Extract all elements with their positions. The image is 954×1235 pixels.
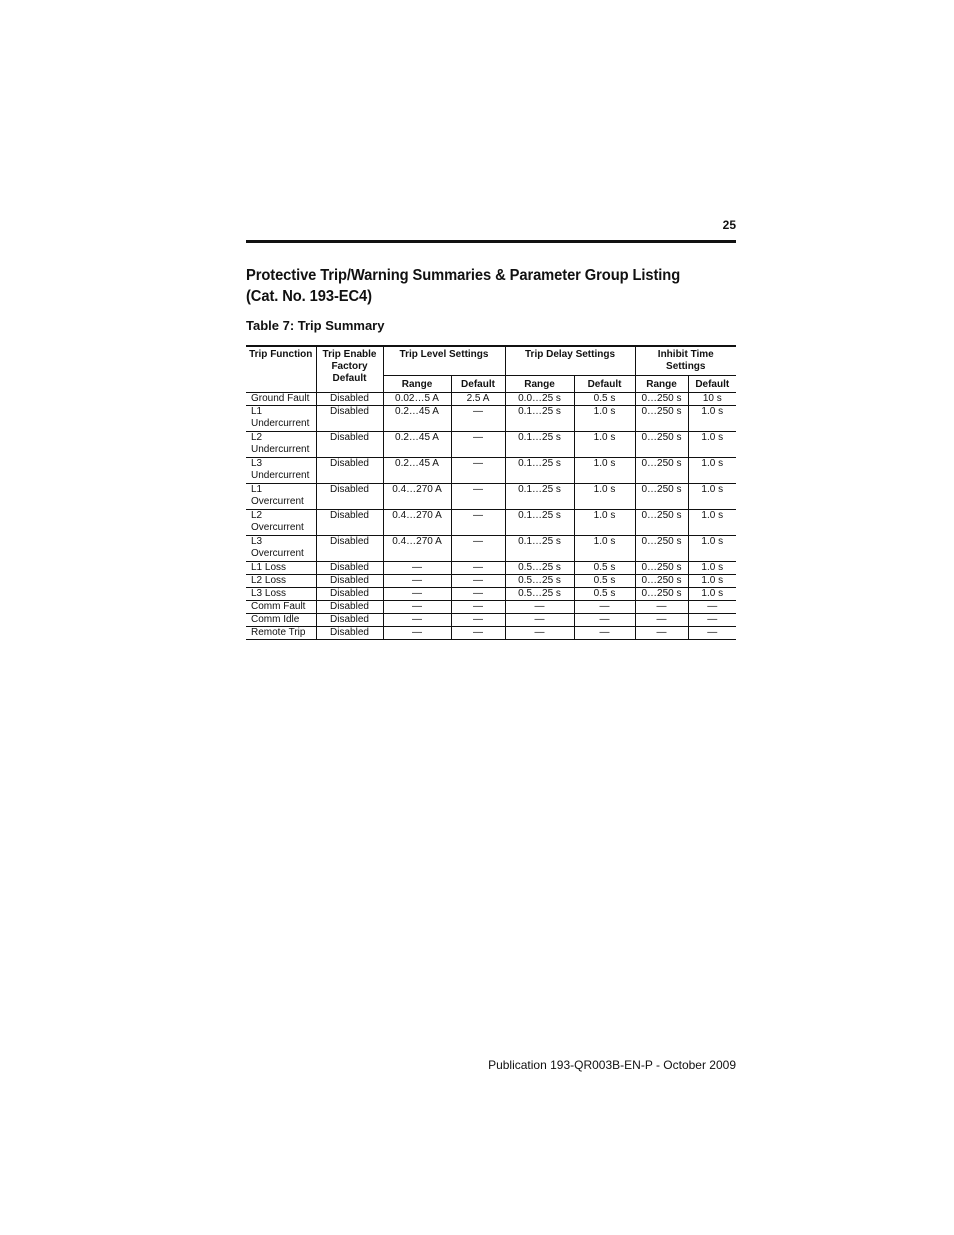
cell-delay-range: 0.5…25 s [505,562,574,575]
cell-trip-function: L2 Loss [246,575,316,588]
cell-inhibit-default: 1.0 s [688,484,736,510]
cell-inhibit-range: — [635,627,688,640]
cell-delay-range: 0.1…25 s [505,458,574,484]
cell-inhibit-range: 0…250 s [635,393,688,406]
cell-delay-default: 1.0 s [574,432,635,458]
cell-delay-default: — [574,614,635,627]
cell-inhibit-range: 0…250 s [635,588,688,601]
cell-level-default: — [451,510,505,536]
cell-level-default: — [451,432,505,458]
cell-level-default: 2.5 A [451,393,505,406]
table-row [246,484,736,510]
cell-trip-function: L1 Loss [246,562,316,575]
cell-level-default: — [451,588,505,601]
cell-inhibit-default: 1.0 s [688,406,736,432]
header-trip-delay: Trip Delay Settings [505,346,635,376]
cell-level-default: — [451,614,505,627]
table-header-row [246,346,736,376]
cell-inhibit-range: 0…250 s [635,458,688,484]
subheader-delay-range: Range [505,376,574,393]
subheader-inhibit-default: Default [688,376,736,393]
cell-trip-enable: Disabled [316,614,383,627]
cell-trip-enable: Disabled [316,432,383,458]
cell-inhibit-default: 1.0 s [688,562,736,575]
cell-delay-range: — [505,627,574,640]
cell-delay-default: 0.5 s [574,575,635,588]
table-row [246,432,736,458]
table-row [246,406,736,432]
cell-inhibit-range: 0…250 s [635,575,688,588]
header-inhibit-time: Inhibit Time Settings [635,346,736,376]
cell-level-default: — [451,601,505,614]
cell-inhibit-range: — [635,614,688,627]
cell-delay-range: 0.1…25 s [505,406,574,432]
cell-trip-function: Comm Fault [246,601,316,614]
header-trip-enable: Trip Enable Factory Default [316,346,383,393]
cell-inhibit-default: 10 s [688,393,736,406]
cell-inhibit-default: 1.0 s [688,536,736,562]
cell-trip-enable: Disabled [316,575,383,588]
cell-inhibit-range: 0…250 s [635,510,688,536]
cell-trip-enable: Disabled [316,458,383,484]
page-title-line-2: (Cat. No. 193-EC4) [246,288,372,305]
cell-level-default: — [451,627,505,640]
cell-delay-default: 1.0 s [574,484,635,510]
cell-inhibit-default: — [688,627,736,640]
cell-level-range: 0.2…45 A [383,406,451,432]
cell-level-range: — [383,601,451,614]
cell-trip-enable: Disabled [316,484,383,510]
cell-inhibit-default: 1.0 s [688,575,736,588]
cell-inhibit-default: — [688,601,736,614]
cell-inhibit-range: — [635,601,688,614]
cell-delay-default: 1.0 s [574,510,635,536]
cell-trip-enable: Disabled [316,588,383,601]
cell-level-range: 0.4…270 A [383,484,451,510]
cell-trip-enable: Disabled [316,406,383,432]
cell-inhibit-default: 1.0 s [688,510,736,536]
cell-inhibit-default: 1.0 s [688,588,736,601]
cell-level-range: 0.02…5 A [383,393,451,406]
cell-trip-function: L3 Undercurrent [246,458,316,484]
cell-level-default: — [451,536,505,562]
cell-delay-default: 0.5 s [574,588,635,601]
table-row [246,601,736,614]
header-rule [246,240,736,243]
cell-delay-range: 0.5…25 s [505,575,574,588]
cell-trip-function: L1 Overcurrent [246,484,316,510]
cell-delay-default: 1.0 s [574,406,635,432]
table-caption: Table 7: Trip Summary [246,318,385,333]
header-trip-level: Trip Level Settings [383,346,505,376]
header-trip-function: Trip Function [246,346,316,393]
cell-trip-function: Remote Trip [246,627,316,640]
table-row [246,510,736,536]
cell-level-default: — [451,575,505,588]
cell-delay-range: 0.1…25 s [505,510,574,536]
cell-trip-enable: Disabled [316,510,383,536]
cell-trip-enable: Disabled [316,601,383,614]
cell-delay-range: 0.0…25 s [505,393,574,406]
cell-inhibit-range: 0…250 s [635,406,688,432]
cell-delay-range: 0.1…25 s [505,432,574,458]
cell-delay-default: 1.0 s [574,458,635,484]
table-body [246,393,736,640]
cell-level-range: — [383,575,451,588]
cell-delay-range: 0.5…25 s [505,588,574,601]
cell-trip-enable: Disabled [316,536,383,562]
cell-level-default: — [451,562,505,575]
cell-level-range: 0.2…45 A [383,458,451,484]
table-row [246,562,736,575]
cell-delay-default: 1.0 s [574,536,635,562]
page-number: 25 [722,218,736,232]
page-title-line-1: Protective Trip/Warning Summaries & Parameter Group Listing [246,267,681,284]
table-row [246,614,736,627]
subheader-inhibit-range: Range [635,376,688,393]
cell-trip-enable: Disabled [316,393,383,406]
cell-trip-function: L2 Overcurrent [246,510,316,536]
publication-footer: Publication 193-QR003B-EN-P - October 2009 [488,1058,736,1072]
trip-summary-table [246,345,736,640]
cell-inhibit-range: 0…250 s [635,432,688,458]
cell-level-default: — [451,406,505,432]
cell-inhibit-range: 0…250 s [635,562,688,575]
cell-level-range: 0.4…270 A [383,536,451,562]
cell-delay-range: — [505,614,574,627]
cell-trip-function: L2 Undercurrent [246,432,316,458]
cell-delay-range: — [505,601,574,614]
cell-trip-function: Comm Idle [246,614,316,627]
subheader-delay-default: Default [574,376,635,393]
cell-trip-function: L3 Overcurrent [246,536,316,562]
cell-level-range: — [383,627,451,640]
cell-trip-function: Ground Fault [246,393,316,406]
table-row [246,393,736,406]
cell-trip-function: L1 Undercurrent [246,406,316,432]
cell-level-default: — [451,458,505,484]
page-title [246,265,688,307]
cell-delay-range: 0.1…25 s [505,536,574,562]
cell-trip-enable: Disabled [316,562,383,575]
cell-level-range: 0.4…270 A [383,510,451,536]
cell-level-range: 0.2…45 A [383,432,451,458]
table-row [246,575,736,588]
table-row [246,588,736,601]
cell-delay-range: 0.1…25 s [505,484,574,510]
subheader-level-range: Range [383,376,451,393]
cell-trip-enable: Disabled [316,627,383,640]
table-row [246,627,736,640]
cell-level-range: — [383,588,451,601]
cell-level-range: — [383,562,451,575]
cell-inhibit-range: 0…250 s [635,536,688,562]
cell-level-range: — [383,614,451,627]
cell-delay-default: — [574,601,635,614]
table-row [246,536,736,562]
table-row [246,458,736,484]
cell-delay-default: — [574,627,635,640]
subheader-level-default: Default [451,376,505,393]
cell-inhibit-default: 1.0 s [688,432,736,458]
cell-inhibit-default: — [688,614,736,627]
cell-level-default: — [451,484,505,510]
cell-delay-default: 0.5 s [574,393,635,406]
cell-delay-default: 0.5 s [574,562,635,575]
cell-inhibit-default: 1.0 s [688,458,736,484]
cell-trip-function: L3 Loss [246,588,316,601]
cell-inhibit-range: 0…250 s [635,484,688,510]
